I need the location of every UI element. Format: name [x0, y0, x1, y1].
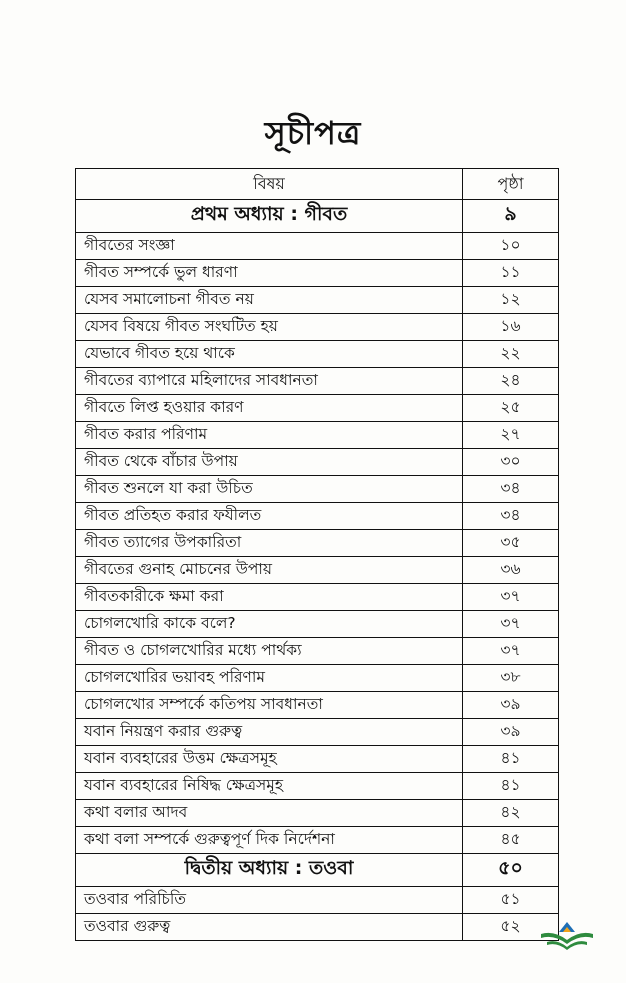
toc-row [76, 584, 559, 611]
toc-row [76, 827, 559, 854]
toc-row [76, 638, 559, 665]
toc-topic: যবান ব্যবহারের নিষিদ্ধ ক্ষেত্রসমূহ [76, 773, 463, 800]
table-header-row [76, 169, 559, 200]
toc-topic: তওবার গুরুত্ব [76, 914, 463, 941]
toc-topic: গীবত সম্পর্কে ভুল ধারণা [76, 260, 463, 287]
toc-row [76, 692, 559, 719]
toc-row [76, 746, 559, 773]
toc-page-number: ৩৭ [463, 584, 559, 611]
toc-topic: কথা বলা সম্পর্কে গুরুত্বপূর্ণ দিক নির্দেশনা [76, 827, 463, 854]
toc-topic: গীবতের গুনাহ মোচনের উপায় [76, 557, 463, 584]
chapter-row [76, 200, 559, 233]
toc-row [76, 530, 559, 557]
toc-page-number: ৩৭ [463, 611, 559, 638]
toc-topic: গীবতে লিপ্ত হওয়ার কারণ [76, 395, 463, 422]
table-of-contents [75, 168, 559, 941]
toc-topic: গীবত শুনলে যা করা উচিত [76, 476, 463, 503]
toc-page-number: ১৬ [463, 314, 559, 341]
toc-page-number: ৫১ [463, 887, 559, 914]
toc-page-number: ৩০ [463, 449, 559, 476]
toc-row [76, 887, 559, 914]
toc-topic: যবান ব্যবহারের উত্তম ক্ষেত্রসমূহ [76, 746, 463, 773]
toc-topic: যেভাবে গীবত হয়ে থাকে [76, 341, 463, 368]
toc-page-number: ৪১ [463, 746, 559, 773]
toc-page-number: ৪২ [463, 800, 559, 827]
toc-page-number: ৫০ [463, 854, 559, 887]
toc-topic: গীবত প্রতিহত করার ফযীলত [76, 503, 463, 530]
toc-page-number: ১০ [463, 233, 559, 260]
toc-page-number: ২২ [463, 341, 559, 368]
toc-page-number: ৩৪ [463, 476, 559, 503]
toc-row [76, 260, 559, 287]
toc-page-number: ৩৮ [463, 665, 559, 692]
toc-page-number: ৩৬ [463, 557, 559, 584]
toc-row [76, 368, 559, 395]
toc-page-number: ৪৫ [463, 827, 559, 854]
toc-topic: চোগলখোরির ভয়াবহ পরিণাম [76, 665, 463, 692]
toc-row [76, 314, 559, 341]
toc-topic: গীবত ও চোগলখোরির মধ্যে পার্থক্য [76, 638, 463, 665]
toc-row [76, 611, 559, 638]
toc-topic: কথা বলার আদব [76, 800, 463, 827]
toc-page-number: ৩৫ [463, 530, 559, 557]
header-page: পৃষ্ঠা [463, 169, 559, 200]
toc-topic: গীবত ত্যাগের উপকারিতা [76, 530, 463, 557]
toc-row [76, 914, 559, 941]
toc-topic: গীবত থেকে বাঁচার উপায় [76, 449, 463, 476]
toc-topic: যেসব সমালোচনা গীবত নয় [76, 287, 463, 314]
toc-page-number: ৩৪ [463, 503, 559, 530]
toc-page-number: ১২ [463, 287, 559, 314]
toc-topic: প্রথম অধ্যায় : গীবত [76, 200, 463, 233]
toc-topic: দ্বিতীয় অধ্যায় : তওবা [76, 854, 463, 887]
toc-topic: চোগলখোরি কাকে বলে? [76, 611, 463, 638]
toc-page-number: ৩৭ [463, 638, 559, 665]
toc-topic: চোগলখোর সম্পর্কে কতিপয় সাবধানতা [76, 692, 463, 719]
toc-row [76, 800, 559, 827]
toc-page-number: ২৭ [463, 422, 559, 449]
toc-topic: যেসব বিষয়ে গীবত সংঘটিত হয় [76, 314, 463, 341]
page-title: সূচীপত্র [264, 114, 362, 152]
toc-row [76, 557, 559, 584]
toc-topic: গীবত করার পরিণাম [76, 422, 463, 449]
toc-topic: যবান নিয়ন্ত্রণ করার গুরুত্ব [76, 719, 463, 746]
toc-topic: গীবতকারীকে ক্ষমা করা [76, 584, 463, 611]
toc-row [76, 503, 559, 530]
toc-row [76, 422, 559, 449]
toc-row [76, 476, 559, 503]
toc-row [76, 395, 559, 422]
book-logo-icon [537, 918, 597, 956]
header-topic: বিষয় [76, 169, 463, 200]
toc-page-number: ৩৯ [463, 719, 559, 746]
toc-page-number: ১১ [463, 260, 559, 287]
toc-topic: গীবতের সংজ্ঞা [76, 233, 463, 260]
toc-page-number: ৩৯ [463, 692, 559, 719]
toc-topic: তওবার পরিচিতি [76, 887, 463, 914]
chapter-row [76, 854, 559, 887]
toc-page-number: ২৫ [463, 395, 559, 422]
toc-page-number: ৪১ [463, 773, 559, 800]
toc-body [76, 200, 559, 941]
toc-topic: গীবতের ব্যাপারে মহিলাদের সাবধানতা [76, 368, 463, 395]
toc-row [76, 341, 559, 368]
toc-row [76, 665, 559, 692]
toc-row [76, 719, 559, 746]
toc-row [76, 233, 559, 260]
toc-row [76, 773, 559, 800]
toc-row [76, 449, 559, 476]
toc-page-number: ৫২ [463, 914, 559, 941]
toc-page-number: ২৪ [463, 368, 559, 395]
toc-page-number: ৯ [463, 200, 559, 233]
toc-row [76, 287, 559, 314]
